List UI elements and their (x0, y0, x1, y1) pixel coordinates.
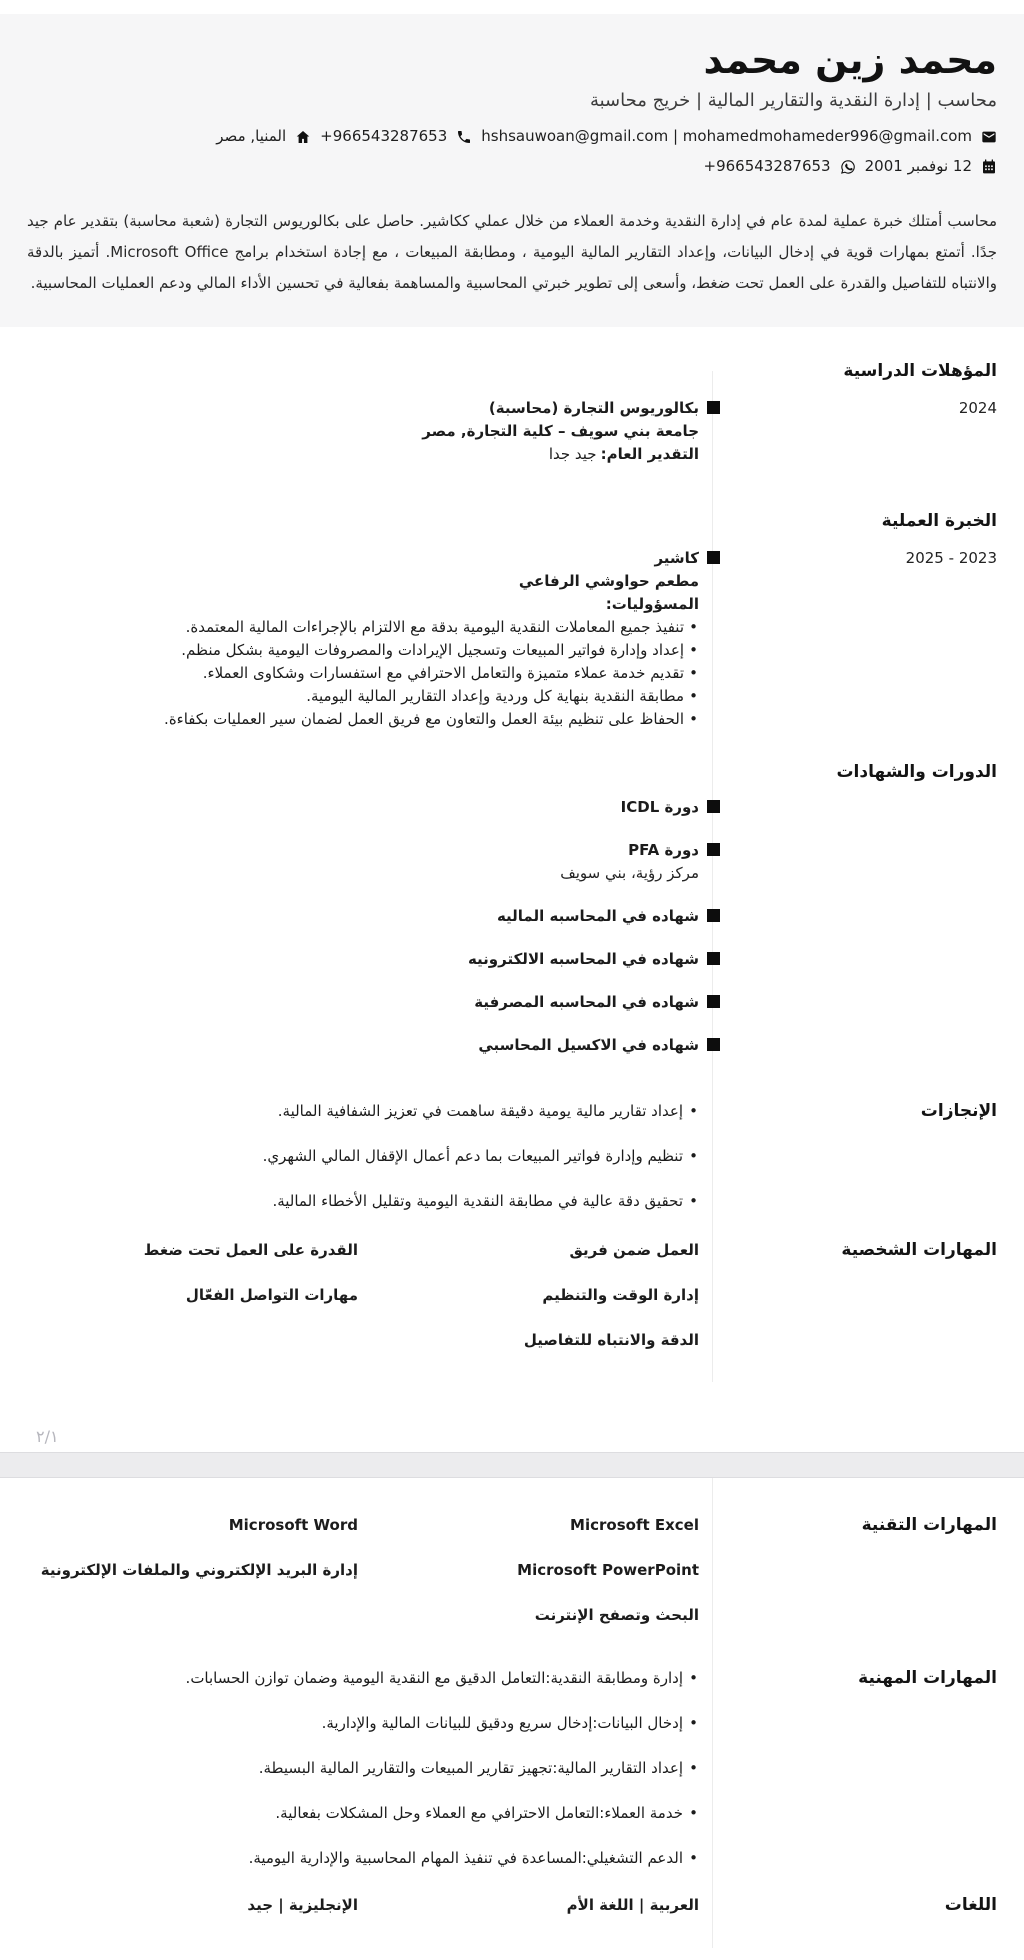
grade-value: جيد جدا (548, 445, 597, 463)
section-technical-skills (0, 1514, 1024, 1627)
section-achievements (0, 1100, 1024, 1213)
section-heading-certificates: الدورات والشهادات (836, 762, 997, 782)
section-heading-education: المؤهلات الدراسية (843, 361, 997, 381)
professional-skill-item (27, 1757, 699, 1780)
skill-text: إدخال سريع ودقيق للبيانات المالية والإدارية. (321, 1714, 593, 1732)
technical-skill: Microsoft PowerPoint (517, 1561, 699, 1579)
responsibility-item: • إعداد وإدارة فواتير المبيعات وتسجيل الإيرادات والمصروفات اليومية بشكل منظم. (27, 639, 699, 662)
resume-page-1 (0, 14, 1024, 1452)
contact-row-1 (27, 125, 997, 148)
resume-header (0, 14, 1024, 327)
section-heading-languages: اللغات (944, 1895, 997, 1915)
responsibility-item: • تنفيذ جميع المعاملات النقدية اليومية بدقة مع الالتزام بالإجراءات المالية المعتمدة. (27, 616, 699, 639)
entry-marker-square (707, 401, 720, 414)
section-experience (0, 510, 1024, 731)
grade-line (27, 443, 699, 466)
section-heading-technical-skills: المهارات التقنية (861, 1515, 997, 1535)
page1-main (0, 327, 1024, 1352)
personal-skill: مهارات التواصل الفعّال (185, 1286, 358, 1304)
location: المنيا, مصر (216, 127, 287, 145)
home-icon (295, 129, 311, 145)
birth-date: 12 نوفمبر 2001 (864, 157, 972, 175)
responsibility-item: • مطابقة النقدية بنهاية كل وردية وإعداد التقارير المالية اليومية. (27, 685, 699, 708)
certificate-entry (27, 839, 699, 884)
certificate-title: دورة ICDL (620, 798, 699, 816)
entry-marker-square (707, 909, 720, 922)
technical-skill: Microsoft Word (228, 1516, 358, 1534)
professional-skills-list (0, 1667, 713, 1870)
section-education (0, 360, 1024, 466)
skill-label: خدمة العملاء: (599, 1804, 683, 1822)
section-heading-personal-skills: المهارات الشخصية (841, 1240, 997, 1260)
professional-summary: محاسب أمتلك خبرة عملية لمدة عام في إدارة النقدية وخدمة العملاء من خلال عملي ككاشير. حاصل على بكالوريوس التجارة (شعبة محاسبة) بتقدير عام جيد جدًا. أتمتع بمهارات قوية في إدخال البيانات، وإعداد التقارير المالية اليومية ، ومطابقة المبيعات ، مع إجادة استخدام برامج Microsoft Office. أتميز بالدقة والانتباه للتفاصيل والقدرة على العمل تحت ضغط، وأسعى إلى تطوير خبرتي المحاسبية والمساهمة بفعالية في تحسين الأداء المالي ودعم العمليات المحاسبية. (27, 212, 997, 292)
skill-text: التعامل الاحترافي مع العملاء وحل المشكلات بفعالية. (275, 1804, 600, 1822)
technical-skills-grid (0, 1514, 713, 1627)
section-certificates (0, 761, 1024, 1056)
section-languages (0, 1894, 1024, 1917)
certificate-entry (27, 796, 699, 818)
personal-skill: الدقة والانتباه للتفاصيل (523, 1331, 699, 1349)
skill-label: إعداد التقارير المالية: (552, 1759, 683, 1777)
professional-skill-item (27, 1847, 699, 1870)
education-year: 2024 (958, 399, 997, 417)
skill-label: إدخال البيانات: (592, 1714, 683, 1732)
certificate-title: شهاده في المحاسبه الماليه (496, 907, 699, 925)
certificate-title: دورة PFA (628, 841, 699, 859)
candidate-name: محمد زين محمد (703, 38, 997, 82)
achievement-item: • إعداد تقارير مالية يومية دقيقة ساهمت في تعزيز الشفافية المالية. (27, 1100, 699, 1123)
whatsapp-icon (840, 159, 856, 175)
page-top-margin (0, 0, 1024, 14)
entry-marker-square (707, 995, 720, 1008)
responsibilities-label: المسؤوليات: (605, 595, 699, 613)
phone-icon (456, 129, 472, 145)
resume-page-2 (0, 1478, 1024, 1960)
experience-period: 2023 - 2025 (905, 549, 997, 567)
responsibility-item: • تقديم خدمة عملاء متميزة والتعامل الاحترافي مع استفسارات وشكاوى العملاء. (27, 662, 699, 685)
skill-text: المساعدة في تنفيذ المهام المحاسبية والإدارية اليومية. (248, 1849, 582, 1867)
calendar-icon (981, 159, 997, 175)
skill-text: تجهيز تقارير المبيعات والتقارير المالية البسيطة. (258, 1759, 553, 1777)
entry-marker-square (707, 952, 720, 965)
mail-icon (981, 129, 997, 145)
certificate-title: شهاده في الاكسيل المحاسبي (478, 1036, 699, 1054)
languages-grid (0, 1894, 713, 1917)
certificate-entry (27, 905, 699, 927)
section-heading-achievements: الإنجازات (920, 1101, 997, 1121)
entry-marker-square (707, 843, 720, 856)
technical-skill: إدارة البريد الإلكتروني والملفات الإلكترونية (40, 1561, 358, 1579)
company-name: مطعم حواوشي الرفاعي (518, 572, 699, 590)
candidate-headline: محاسب | إدارة النقدية والتقارير المالية | خريج محاسبة (589, 90, 997, 111)
personal-skills-grid (0, 1239, 713, 1352)
certificate-entry (27, 948, 699, 970)
page2-main (0, 1478, 1024, 1917)
professional-skill-item (27, 1667, 699, 1690)
email-addresses: hshsauwoan@gmail.com | mohamedmohameder996@gmail.com (481, 127, 972, 145)
page-number: ٢/١ (36, 1427, 59, 1446)
whatsapp-number: +966543287653 (703, 157, 831, 175)
phone-number: +966543287653 (320, 127, 448, 145)
achievement-item: • تحقيق دقة عالية في مطابقة النقدية اليومية وتقليل الأخطاء المالية. (27, 1190, 699, 1213)
certificate-title: شهاده في المحاسبه الالكترونيه (467, 950, 699, 968)
contact-row-2 (27, 155, 997, 178)
responsibility-item: • الحفاظ على تنظيم بيئة العمل والتعاون مع فريق العمل لضمان سير العمليات بكفاءة. (27, 708, 699, 731)
responsibilities-list (27, 616, 699, 731)
section-professional-skills (0, 1667, 1024, 1870)
certificate-entry (27, 1034, 699, 1056)
section-personal-skills (0, 1239, 1024, 1352)
certificate-issuer: مركز رؤية، بني سويف (560, 864, 699, 882)
skill-text: التعامل الدقيق مع النقدية اليومية وضمان توازن الحسابات. (185, 1669, 546, 1687)
technical-skill: البحث وتصفح الإنترنت (534, 1606, 699, 1624)
certificate-entry (27, 991, 699, 1013)
certificates-list (0, 796, 713, 1056)
grade-label: التقدير العام: (600, 445, 699, 463)
entry-marker-square (707, 800, 720, 813)
technical-skill: Microsoft Excel (570, 1516, 699, 1534)
professional-skill-item (27, 1712, 699, 1735)
professional-skill-item (27, 1802, 699, 1825)
achievements-list (0, 1100, 713, 1213)
job-title: كاشير (654, 549, 699, 567)
personal-skill: القدرة على العمل تحت ضغط (143, 1241, 358, 1259)
section-heading-professional-skills: المهارات المهنية (858, 1668, 997, 1688)
personal-skill: العمل ضمن فريق (569, 1241, 699, 1259)
skill-label: الدعم التشغيلي: (581, 1849, 683, 1867)
education-entry (27, 397, 699, 466)
achievement-item: • تنظيم وإدارة فواتير المبيعات بما دعم أعمال الإقفال المالي الشهري. (27, 1145, 699, 1168)
certificate-title: شهاده في المحاسبه المصرفية (474, 993, 699, 1011)
section-heading-experience: الخبرة العملية (881, 511, 997, 531)
experience-entry (27, 547, 699, 731)
language-item: العربية | اللغة الأم (566, 1896, 699, 1914)
page-separator (0, 1452, 1024, 1478)
school-name: جامعة بني سويف – كلية التجارة, مصر (422, 422, 699, 440)
entry-marker-square (707, 551, 720, 564)
entry-marker-square (707, 1038, 720, 1051)
personal-skill: إدارة الوقت والتنظيم (542, 1286, 699, 1304)
skill-label: إدارة ومطابقة النقدية: (545, 1669, 683, 1687)
degree-title: بكالوريوس التجارة (محاسبة) (488, 399, 699, 417)
language-item: الإنجليزية | جيد (247, 1896, 358, 1914)
